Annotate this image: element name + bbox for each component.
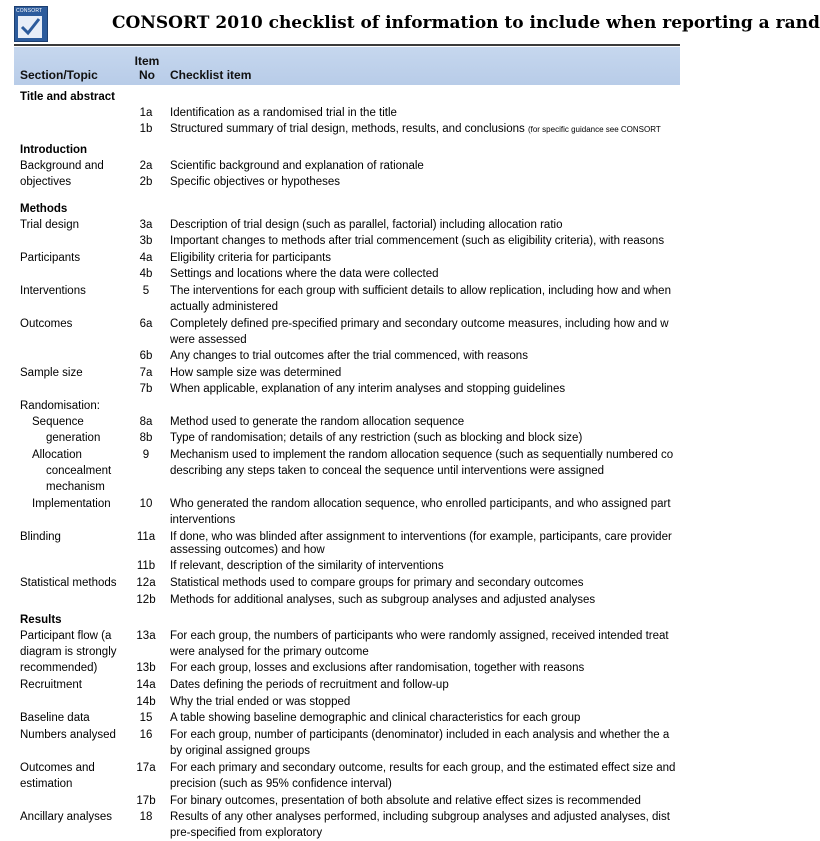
header-section-topic: Section/Topic xyxy=(20,68,98,82)
item-number: 2b xyxy=(139,176,153,188)
topic-label: Outcomes xyxy=(20,318,73,330)
topic-label: Sample size xyxy=(20,367,83,379)
item-number: 11b xyxy=(136,560,156,572)
item-number: 3b xyxy=(139,235,153,247)
topic-label: Interventions xyxy=(20,285,86,297)
item-number: 10 xyxy=(139,498,153,510)
checklist-text: Specific objectives or hypotheses xyxy=(170,176,341,188)
guidance-note: (for specific guidance see CONSORT xyxy=(527,125,661,134)
checklist-text: Any changes to trial outcomes after the trial commenced, with reasons xyxy=(170,350,528,362)
checklist-text: Eligibility criteria for participants xyxy=(170,252,332,264)
item-number: 1b xyxy=(139,123,153,135)
checklist-text: Dates defining the periods of recruitment and follow-up xyxy=(170,679,449,691)
checklist-text: Results of any other analyses performed, including subgroup analyses and adjusted analyses, dist xyxy=(170,811,670,823)
topic-label: Background and xyxy=(20,160,104,172)
checklist-text: Mechanism used to implement the random allocation sequence (such as sequentially numbered co xyxy=(170,449,674,461)
checklist-text: Settings and locations where the data were collected xyxy=(170,268,439,280)
item-number: 2a xyxy=(139,160,153,172)
item-number: 13a xyxy=(136,630,156,642)
logo-text: CONSORT xyxy=(16,8,43,14)
checklist-text-continued: pre-specified from exploratory xyxy=(170,827,323,839)
checklist-text: For each group, losses and exclusions after randomisation, together with reasons xyxy=(170,662,585,674)
checklist-text: Method used to generate the random allocation sequence xyxy=(170,416,465,428)
item-number: 16 xyxy=(139,729,153,741)
item-number: 3a xyxy=(139,219,153,231)
checklist-text: Scientific background and explanation of rationale xyxy=(170,160,424,172)
item-number: 13b xyxy=(136,662,156,674)
checklist-text: Completely defined pre-specified primary and secondary outcome measures, including how and w xyxy=(170,318,669,330)
subtopic-label: Sequence xyxy=(32,416,84,428)
topic-label: Participant flow (a xyxy=(20,630,112,642)
checklist-text: The interventions for each group with sufficient details to allow replication, including how and when xyxy=(170,285,671,297)
item-number: 6b xyxy=(139,350,153,362)
item-number: 5 xyxy=(142,285,150,297)
header-item-line1: Item xyxy=(134,54,160,68)
checklist-text-continued: were assessed xyxy=(170,334,247,346)
section-introduction: Introduction xyxy=(20,144,88,156)
topic-label: Trial design xyxy=(20,219,80,231)
topic-label: estimation xyxy=(20,778,73,790)
subtopic-label: Implementation xyxy=(32,498,111,510)
subtopic-label: concealment xyxy=(46,465,112,477)
item-number: 18 xyxy=(139,811,153,823)
item-number: 15 xyxy=(139,712,153,724)
checklist-text: For each primary and secondary outcome, results for each group, and the estimated effect size and xyxy=(170,762,676,774)
checklist-text: When applicable, explanation of any interim analyses and stopping guidelines xyxy=(170,383,566,395)
checklist-text: How sample size was determined xyxy=(170,367,342,379)
topic-label: diagram is strongly xyxy=(20,646,117,658)
checklist-text-continued: actually administered xyxy=(170,301,279,313)
item-number: 12a xyxy=(136,577,156,589)
topic-label: Participants xyxy=(20,252,81,264)
item-number: 14b xyxy=(136,696,156,708)
checklist-text: Identification as a randomised trial in the title xyxy=(170,107,397,119)
checklist-text-continued: assessing outcomes) and how xyxy=(170,544,325,556)
topic-label: Numbers analysed xyxy=(20,729,116,741)
section-title-abstract: Title and abstract xyxy=(20,91,116,103)
subtopic-label: mechanism xyxy=(46,481,105,493)
item-number: 9 xyxy=(142,449,150,461)
checklist-text: If relevant, description of the similarity of interventions xyxy=(170,560,444,572)
checklist-text xyxy=(170,121,661,138)
checklist-text: For each group, the numbers of participants who were randomly assigned, received intended treat xyxy=(170,630,669,642)
checklist-text-continued: were analysed for the primary outcome xyxy=(170,646,369,658)
item-number: 1a xyxy=(139,107,153,119)
item-number: 7a xyxy=(139,367,153,379)
item-number: 11a xyxy=(136,531,156,543)
checklist-text: Type of randomisation; details of any restriction (such as blocking and block size) xyxy=(170,432,583,444)
item-number: 8b xyxy=(139,432,153,444)
topic-label: objectives xyxy=(20,176,72,188)
item-number: 4b xyxy=(139,268,153,280)
topic-label: Blinding xyxy=(20,531,61,543)
item-number: 17b xyxy=(136,795,156,807)
header-checklist-item: Checklist item xyxy=(170,68,252,82)
checklist-text: For each group, number of participants (denominator) included in each analysis and whether the a xyxy=(170,729,670,741)
item-number: 17a xyxy=(136,762,156,774)
item-number: 7b xyxy=(139,383,153,395)
item-number: 6a xyxy=(139,318,153,330)
checklist-text-continued: precision (such as 95% confidence interval) xyxy=(170,778,392,790)
topic-label: Baseline data xyxy=(20,712,90,724)
item-number: 12b xyxy=(136,594,156,606)
item-number: 8a xyxy=(139,416,153,428)
checklist-text: Why the trial ended or was stopped xyxy=(170,696,351,708)
checklist-text: Description of trial design (such as parallel, factorial) including allocation ratio xyxy=(170,219,563,231)
checklist-text: Important changes to methods after trial commencement (such as eligibility criteria), with reasons xyxy=(170,235,665,247)
subtopic-label: Allocation xyxy=(32,449,82,461)
section-methods: Methods xyxy=(20,203,68,215)
subtopic-label: generation xyxy=(46,432,101,444)
topic-label: Outcomes and xyxy=(20,762,95,774)
topic-label: Recruitment xyxy=(20,679,82,691)
checklist-text: A table showing baseline demographic and clinical characteristics for each group xyxy=(170,712,581,724)
checklist-text: Who generated the random allocation sequence, who enrolled participants, and who assigned part xyxy=(170,498,671,510)
checklist-text: Statistical methods used to compare groups for primary and secondary outcomes xyxy=(170,577,584,589)
checklist-text: Methods for additional analyses, such as subgroup analyses and adjusted analyses xyxy=(170,594,596,606)
checklist-text: If done, who was blinded after assignment to interventions (for example, participants, care provider xyxy=(170,531,672,543)
topic-label: Statistical methods xyxy=(20,577,117,589)
item-number: 14a xyxy=(136,679,156,691)
checklist-text-continued: interventions xyxy=(170,514,236,526)
topic-label: Ancillary analyses xyxy=(20,811,113,823)
topic-label: Randomisation: xyxy=(20,400,100,412)
header-item-line2: No xyxy=(139,68,155,82)
section-results: Results xyxy=(20,614,62,626)
checklist-text-continued: describing any steps taken to conceal the sequence until interventions were assigned xyxy=(170,465,605,477)
item-number: 4a xyxy=(139,252,153,264)
checklist-text-continued: by original assigned groups xyxy=(170,745,311,757)
topic-label: recommended) xyxy=(20,662,98,674)
checklist-text: For binary outcomes, presentation of both absolute and relative effect sizes is recommended xyxy=(170,795,641,807)
checklist-text-main: Structured summary of trial design, methods, results, and conclusions xyxy=(170,123,525,135)
page-title: CONSORT 2010 checklist of information to include when reporting a rand xyxy=(112,13,820,33)
